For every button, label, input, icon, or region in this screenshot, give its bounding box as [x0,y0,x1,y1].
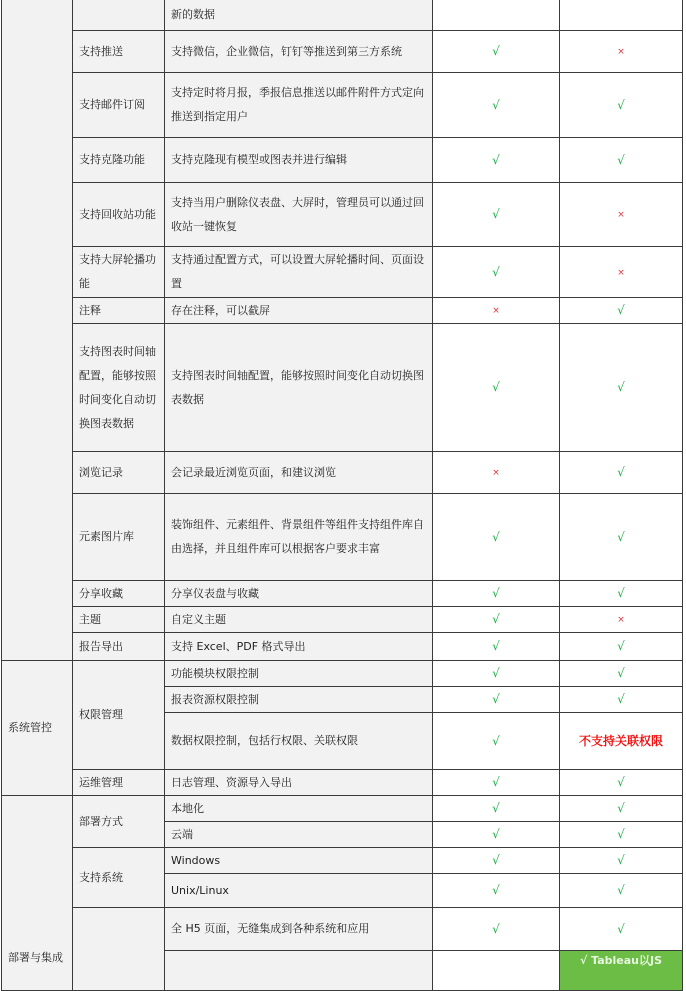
feature-cell: 支持邮件订阅 [73,73,165,138]
check-icon: √ [492,44,500,58]
table-row [2,0,683,31]
table-row [2,494,683,581]
product-b-cell: √ Tableau以JS [560,951,683,991]
feature-cell: 支持推送 [73,31,165,73]
product-b-cell [560,687,683,713]
description-cell [165,951,433,991]
description-cell: 支持克隆现有模型或图表并进行编辑 [165,138,433,183]
product-b-cell [560,848,683,874]
product-a-cell [433,183,560,247]
table-row [2,581,683,607]
feature-cell: 浏览记录 [73,452,165,494]
product-a-cell [433,452,560,494]
product-a-cell [433,713,560,770]
category-cell: 系统管控 [2,661,73,796]
category-cell: 部署与集成 [2,796,73,991]
product-a-cell [433,796,560,822]
feature-cell: 元素图片库 [73,494,165,581]
check-icon: √ [617,827,625,841]
description-cell: 支持定时将月报，季报信息推送以邮件附件方式定向推送到指定用户 [165,73,433,138]
cross-icon: × [617,267,625,278]
description-cell: Unix/Linux [165,874,433,908]
product-b-cell [560,0,683,31]
check-icon: √ [617,692,625,706]
product-a-cell [433,633,560,661]
table-row [2,661,683,687]
check-icon: √ [492,801,500,815]
feature-cell [73,908,165,991]
product-b-cell [560,713,683,770]
description-cell: 数据权限控制，包括行权限、关联权限 [165,713,433,770]
check-icon: √ [617,921,625,936]
description-cell: 支持图表时间轴配置，能够按照时间变化自动切换图表数据 [165,324,433,452]
feature-cell: 报告导出 [73,633,165,661]
description-cell: 存在注释，可以截屏 [165,298,433,324]
product-b-cell [560,31,683,73]
check-icon: √ [617,380,625,394]
description-cell: 报表资源权限控制 [165,687,433,713]
product-a-cell [433,247,560,298]
product-b-cell [560,633,683,661]
product-a-cell [433,908,560,951]
check-icon: √ [492,207,500,221]
description-cell: 支持当用户删除仪表盘、大屏时，管理员可以通过回收站一键恢复 [165,183,433,247]
description-cell: Windows [165,848,433,874]
check-icon: √ [492,586,500,600]
product-a-cell [433,874,560,908]
feature-cell: 运维管理 [73,770,165,796]
table-row [2,183,683,247]
check-icon: √ [492,529,500,544]
check-icon: √ [492,152,500,167]
description-cell: 新的数据 [165,0,433,31]
check-icon: √ [492,775,500,789]
check-icon: √ [617,639,625,653]
feature-cell: 注释 [73,298,165,324]
table-row [2,73,683,138]
check-icon: √ [492,883,500,897]
cross-icon: × [492,468,500,478]
product-a-cell [433,324,560,452]
description-cell: 会记录最近浏览页面，和建议浏览 [165,452,433,494]
table-row [2,607,683,633]
feature-comparison-table [1,0,683,991]
description-cell: 本地化 [165,796,433,822]
product-a-cell [433,661,560,687]
check-icon: √ [492,921,500,936]
check-icon: √ [617,97,625,112]
description-cell: 云端 [165,822,433,848]
check-icon: √ [492,733,500,748]
product-a-cell [433,73,560,138]
table-row [2,298,683,324]
description-cell: 支持通过配置方式，可以设置大屏轮播时间、页面设置 [165,247,433,298]
cross-icon: × [492,306,500,316]
feature-cell: 支持图表时间轴配置，能够按照时间变化自动切换图表数据 [73,324,165,452]
product-b-cell [560,874,683,908]
cross-icon: × [617,210,625,220]
product-a-cell [433,848,560,874]
category-cell [2,0,73,661]
product-b-cell [560,494,683,581]
product-a-cell [433,770,560,796]
check-icon: √ [492,612,500,626]
product-b-cell [560,247,683,298]
check-icon: √ [492,666,500,680]
description-cell: 支持 Excel、PDF 格式导出 [165,633,433,661]
note-text: 不支持关联权限 [578,733,663,748]
product-b-cell [560,452,683,494]
check-icon: √ [617,853,625,867]
product-b-cell [560,324,683,452]
product-b-cell [560,661,683,687]
check-icon: √ [492,264,500,279]
check-icon: √ [492,692,500,706]
product-b-cell [560,298,683,324]
feature-cell: 主题 [73,607,165,633]
product-a-cell [433,298,560,324]
product-b-cell [560,183,683,247]
check-icon: √ [617,152,625,167]
product-b-cell [560,770,683,796]
check-icon: √ [492,827,500,841]
product-b-cell [560,796,683,822]
check-icon: √ [617,465,625,479]
feature-cell [73,0,165,31]
product-a-cell [433,138,560,183]
product-a-cell [433,0,560,31]
description-cell: 分享仪表盘与收藏 [165,581,433,607]
table-row [2,633,683,661]
product-b-cell [560,73,683,138]
table-row [2,452,683,494]
description-cell: 日志管理、资源导入导出 [165,770,433,796]
product-b-cell [560,138,683,183]
product-b-cell [560,607,683,633]
product-a-cell [433,31,560,73]
check-icon: √ [492,380,500,394]
product-a-cell [433,951,560,991]
check-icon: √ [617,303,625,317]
product-a-cell [433,607,560,633]
description-cell: 自定义主题 [165,607,433,633]
product-b-cell [560,822,683,848]
check-icon: √ [617,883,625,897]
feature-cell: 支持系统 [73,848,165,908]
feature-cell: 权限管理 [73,661,165,770]
cross-icon: × [617,615,625,625]
check-icon: √ [492,639,500,653]
description-cell: 全 H5 页面，无缝集成到各种系统和应用 [165,908,433,951]
check-icon: √ [617,801,625,815]
product-a-cell [433,581,560,607]
table-row [2,247,683,298]
check-icon: √ [617,666,625,680]
feature-cell: 分享收藏 [73,581,165,607]
check-icon: √ [617,775,625,789]
table-row [2,324,683,452]
check-icon: √ [492,853,500,867]
check-icon: √ [492,97,500,112]
check-icon: √ [617,529,625,544]
feature-cell: 支持大屏轮播功能 [73,247,165,298]
product-a-cell [433,687,560,713]
product-b-cell [560,581,683,607]
feature-cell: 部署方式 [73,796,165,848]
description-cell: 装饰组件、元素组件、背景组件等组件支持组件库自由选择，并且组件库可以根据客户要求丰富 [165,494,433,581]
description-cell: 支持微信，企业微信，钉钉等推送到第三方系统 [165,31,433,73]
table-row [2,138,683,183]
check-icon: √ [617,586,625,600]
product-a-cell [433,822,560,848]
product-a-cell [433,494,560,581]
table-row [2,31,683,73]
feature-cell: 支持克隆功能 [73,138,165,183]
cross-icon: × [617,47,625,57]
description-cell: 功能模块权限控制 [165,661,433,687]
product-b-cell [560,908,683,951]
feature-cell: 支持回收站功能 [73,183,165,247]
